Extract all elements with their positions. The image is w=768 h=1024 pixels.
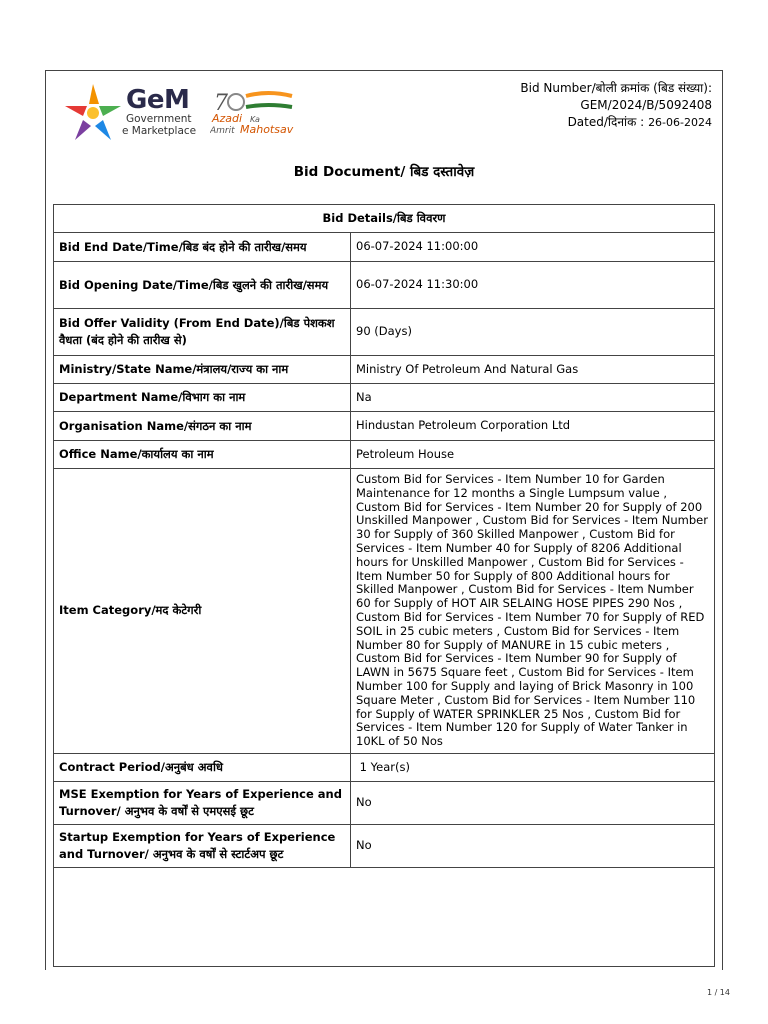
- row-value: Custom Bid for Services - Item Number 10 for Garden Maintenance for 12 months a Single Lumpsum value , Custom Bid for Services - Item Number 20 for Supply of 200 Unskilled Manpower , Custom Bid for Services - Item Number 30 for Supply of 360 Skilled Manpower , Custom Bid for Services - Item Number 40 for Supply of 8206 Additional hours for Unskilled Manpower , Custom Bid for Services - Item Number 50 for Supply of 800 Additional hours for Skilled Manpower , Custom Bid for Services - Item Number 60 for Supply of HOT AIR SELAING HOSE PIPES 290 Nos , Custom Bid for Services - Item Number 70 for Supply of RED SOIL in 25 cubic meters , Custom Bid for Services - Item Number 80 for Supply of MANURE in 15 cubic meters , Custom Bid for Services - Item Number 90 for Supply of LAWN in 5675 Square feet , Custom Bid for Services - Item Number 100 for Supply and laying of Brick Masonry in 100 Square Meter , Custom Bid for Services - Item Number 110 for Supply of WATER SPRINKLER 25 Nos , Custom Bid for Services - Item Number 120 for Supply of Water Tanker in 10KL of 50 Nos: [351, 469, 715, 754]
- dated-line: [520, 114, 712, 131]
- row-value: No: [351, 781, 715, 824]
- row-value: Petroleum House: [351, 441, 715, 469]
- row-label: Department Name/विभाग का नाम: [54, 384, 351, 412]
- bid-details-table: [53, 204, 715, 967]
- table-row: [54, 384, 715, 412]
- page-number: 1 / 14: [706, 988, 730, 997]
- row-label: Office Name/कार्यालय का नाम: [54, 441, 351, 469]
- table-row: [54, 781, 715, 824]
- row-value: Hindustan Petroleum Corporation Ltd: [351, 412, 715, 441]
- azadi-ka-text: Ka: [250, 115, 260, 124]
- blank-cell: [54, 867, 715, 966]
- table-heading: Bid Details/बिड विवरण: [54, 205, 715, 233]
- dated-value: 26-06-2024: [648, 116, 712, 129]
- table-row: [54, 356, 715, 384]
- gem-logo: [63, 82, 203, 142]
- azadi-logo: [210, 88, 300, 138]
- azadi-mark-icon: [210, 88, 300, 138]
- blank-row: [54, 867, 715, 966]
- row-value: [351, 753, 715, 781]
- row-label: Bid Offer Validity (From End Date)/बिड पेशकश वैधता (बंद होने की तारीख से): [54, 309, 351, 356]
- azadi-text: Azadi: [212, 112, 243, 125]
- table-row: [54, 309, 715, 356]
- table-row: [54, 412, 715, 441]
- row-label: Startup Exemption for Years of Experience and Turnover/ अनुभव के वर्षों से स्टार्टअप छूट: [54, 824, 351, 867]
- svg-text:7: 7: [214, 91, 228, 116]
- gem-wordmark: GeM: [126, 85, 190, 115]
- row-value: Na: [351, 384, 715, 412]
- dated-label: Dated/दिनांक :: [567, 115, 645, 129]
- row-value: Ministry Of Petroleum And Natural Gas: [351, 356, 715, 384]
- table-row: [54, 824, 715, 867]
- table-row: [54, 262, 715, 309]
- row-label: Bid End Date/Time/बिड बंद होने की तारीख/समय: [54, 233, 351, 262]
- amrit-text: Amrit: [210, 126, 235, 136]
- bid-number: GEM/2024/B/5092408: [580, 98, 712, 112]
- document-title: Bid Document/ बिड दस्तावेज़: [293, 164, 475, 180]
- row-label: MSE Exemption for Years of Experience and Turnover/ अनुभव के वर्षों से एमएसई छूट: [54, 781, 351, 824]
- table-row: [54, 441, 715, 469]
- gem-subtitle-2: e Marketplace: [122, 125, 197, 137]
- row-label: Item Category/मद केटेगरी: [54, 469, 351, 754]
- contract-period-value: 1 Year(s): [359, 759, 410, 774]
- table-heading-row: [54, 205, 715, 233]
- table-row: [54, 469, 715, 754]
- mahotsav-text: Mahotsav: [240, 123, 294, 136]
- row-label: Contract Period/अनुबंध अवधि: [54, 753, 351, 781]
- row-value: 06-07-2024 11:30:00: [351, 262, 715, 309]
- row-label: Ministry/State Name/मंत्रालय/राज्य का नाम: [54, 356, 351, 384]
- bid-header: [520, 80, 712, 131]
- gem-subtitle-1: Government: [126, 113, 192, 125]
- gem-star-icon: [63, 82, 123, 142]
- row-value: No: [351, 824, 715, 867]
- row-label: Bid Opening Date/Time/बिड खुलने की तारीख/समय: [54, 262, 351, 309]
- row-label: Organisation Name/संगठन का नाम: [54, 412, 351, 441]
- row-value: 06-07-2024 11:00:00: [351, 233, 715, 262]
- bid-number-label: Bid Number/बोली क्रमांक (बिड संख्या):: [520, 81, 712, 95]
- table-row: [54, 233, 715, 262]
- row-value: 90 (Days): [351, 309, 715, 356]
- table-row: [54, 753, 715, 781]
